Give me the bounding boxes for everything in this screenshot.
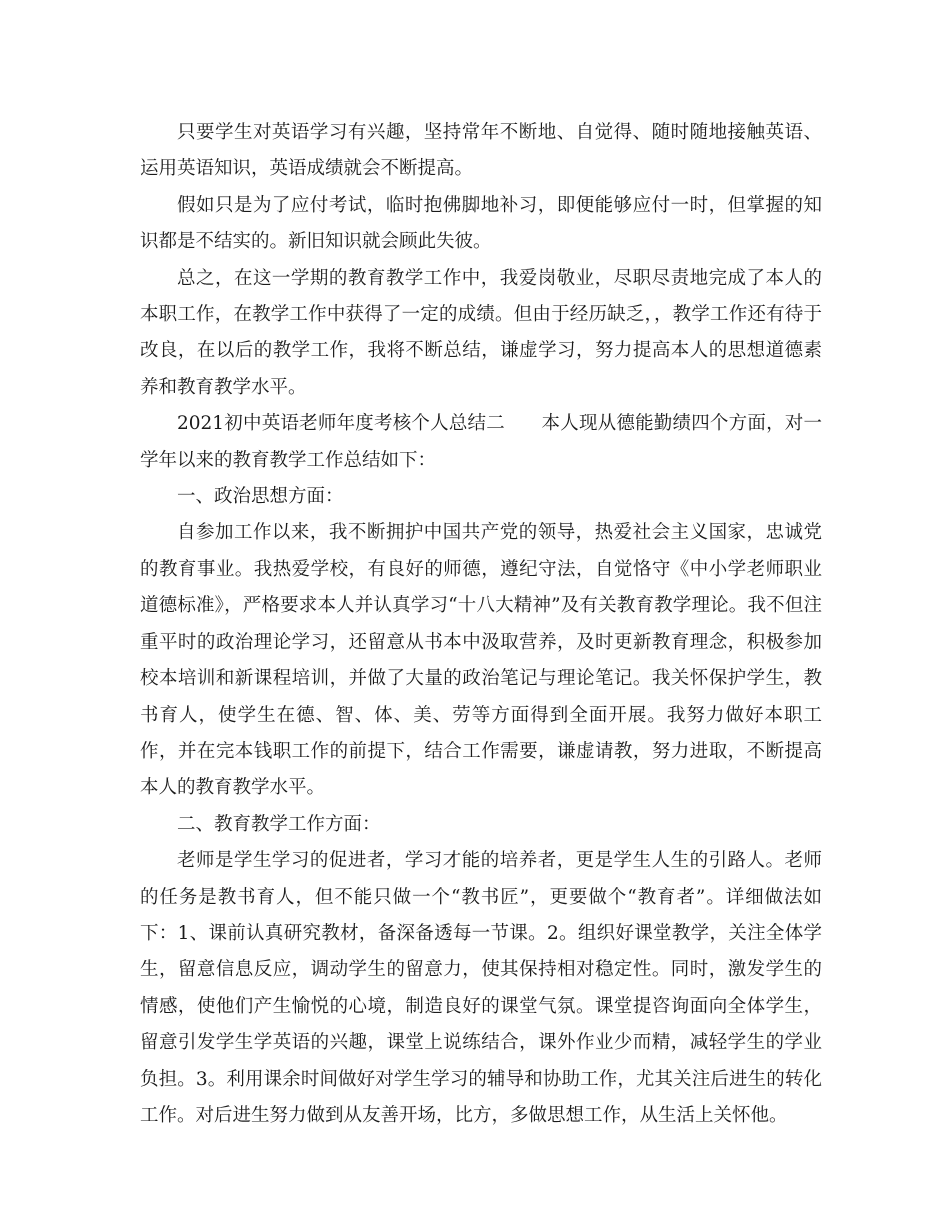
section-heading-political: 一、政治思想方面： [177, 486, 344, 508]
paragraph-political: 自参加工作以来，我不断拥护中国共产党的领导，热爱社会主义国家，忠诚党的教育事业。我热爱学校，有良好的师德，遵纪守法，自觉恪守《中小学老师职业道德标准》，严格要求本人并认真学习“十八大精神”及有关教育教学理论。我不但注重平时的政治理论学习，还留意从书本中汲取营养，及时更新教育理念，积极参加校本培训和新课程培训，并做了大量的政治笔记与理论笔记。我关怀保护学生，教书育人，使学生在德、智、体、美、劳等方面得到全面开展。我努力做好本职工作，并在完本钱职工作的前提下，结合工作需要，谦虚请教，努力进取，不断提高本人的教育教学水平。 [140, 522, 822, 799]
paragraph-summary-two-intro: 2021初中英语老师年度考核个人总结二 本人现从德能勤绩四个方面，对一学年以来的教育教学工作总结如下： [140, 413, 822, 471]
paragraph-conclusion: 总之，在这一学期的教育教学工作中，我爱岗敬业，尽职尽责地完成了本人的本职工作，在教学工作中获得了一定的成绩。但由于经历缺乏，，教学工作还有待于改良，在以后的教学工作，我将不断总结，谦虚学习，努力提高本人的思想道德素养和教育教学水平。 [140, 267, 822, 398]
paragraph-interest: 只要学生对英语学习有兴趣，坚持常年不断地、自觉得、随时随地接触英语、运用英语知识，英语成绩就会不断提高。 [140, 122, 822, 180]
section-heading-teaching: 二、教育教学工作方面： [177, 813, 381, 835]
paragraph-exam-cramming: 假如只是为了应付考试，临时抱佛脚地补习，即便能够应付一时，但掌握的知识都是不结实的。新旧知识就会顾此失彼。 [140, 194, 822, 253]
document-body [140, 115, 822, 1134]
paragraph-teaching: 老师是学生学习的促进者，学习才能的培养者，更是学生人生的引路人。老师的任务是教书育人，但不能只做一个“教书匠”，更要做个“教育者”。详细做法如下：1、课前认真研究教材，备深备透每一节课。2。组织好课堂教学，关注全体学生，留意信息反应，调动学生的留意力，使其保持相对稳定性。同时，激发学生的情感，使他们产生愉悦的心境，制造良好的课堂气氛。课堂提咨询面向全体学生，留意引发学生学英语的兴趣，课堂上说练结合，课外作业少而精，减轻学生的学业负担。3。利用课余时间做好对学生学习的辅导和协助工作，尤其关注后进生的转化工作。对后进生努力做到从友善开场，比方，多做思想工作，从生活上关怀他。 [140, 850, 822, 1126]
